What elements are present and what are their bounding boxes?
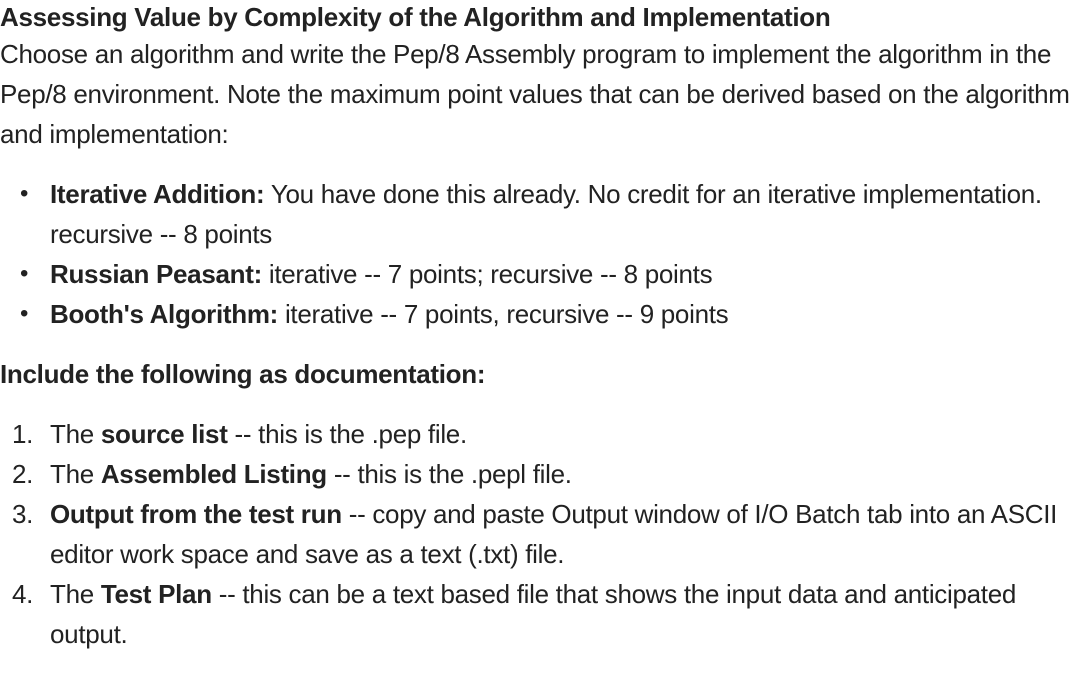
item-description: -- copy and paste Output window of I/O Batch tab into an ASCII editor work space and save as a text (.txt) file. bbox=[50, 499, 1058, 569]
algorithm-list bbox=[0, 174, 1088, 334]
item-prefix: The bbox=[50, 579, 101, 609]
list-number: 1. bbox=[12, 419, 34, 449]
item-description: -- this can be a text based file that shows the input data and anticipated output. bbox=[50, 579, 1017, 649]
list-number: 3. bbox=[12, 499, 34, 529]
list-number: 2. bbox=[12, 459, 34, 489]
algorithm-description: iterative -- 7 points; recursive -- 8 points bbox=[261, 259, 713, 289]
bullet-icon: • bbox=[20, 300, 29, 327]
item-description: -- this is the .pep file. bbox=[227, 419, 467, 449]
algorithm-name: Russian Peasant: bbox=[50, 259, 262, 289]
bullet-icon: • bbox=[20, 260, 29, 287]
item-bold-term: Test Plan bbox=[100, 579, 212, 609]
section-title: Assessing Value by Complexity of the Algorithm and Implementation bbox=[0, 2, 831, 32]
algorithm-description: You have done this already. No credit for an iterative implementation. recursive -- 8 points bbox=[50, 179, 1042, 249]
list-item-source-list bbox=[12, 414, 1088, 454]
item-bold-term: source list bbox=[100, 419, 228, 449]
item-prefix: The bbox=[50, 419, 101, 449]
list-item-test-output bbox=[12, 494, 1088, 574]
algorithm-description: iterative -- 7 points, recursive -- 9 points bbox=[278, 299, 729, 329]
intro-paragraph: Choose an algorithm and write the Pep/8 Assembly program to implement the algorithm in the Pep/8 environment. Note the maximum point values that can be derived based on the algorithm and implementation: bbox=[0, 39, 1070, 149]
bullet-icon: • bbox=[20, 180, 29, 207]
list-item-test-plan bbox=[12, 574, 1088, 654]
algorithm-name: Booth's Algorithm: bbox=[50, 299, 279, 329]
algorithm-name: Iterative Addition: bbox=[50, 179, 265, 209]
list-item-booths-algorithm bbox=[20, 294, 1088, 334]
item-prefix: The bbox=[50, 459, 101, 489]
list-item-russian-peasant bbox=[20, 254, 1088, 294]
list-number: 4. bbox=[12, 579, 34, 609]
item-bold-term: Output from the test run bbox=[50, 499, 342, 529]
list-item-assembled-listing bbox=[12, 454, 1088, 494]
documentation-heading: Include the following as documentation: bbox=[0, 359, 486, 389]
item-description: -- this is the .pepl file. bbox=[326, 459, 572, 489]
documentation-list bbox=[0, 414, 1088, 654]
item-bold-term: Assembled Listing bbox=[100, 459, 327, 489]
list-item-iterative-addition bbox=[20, 174, 1088, 254]
